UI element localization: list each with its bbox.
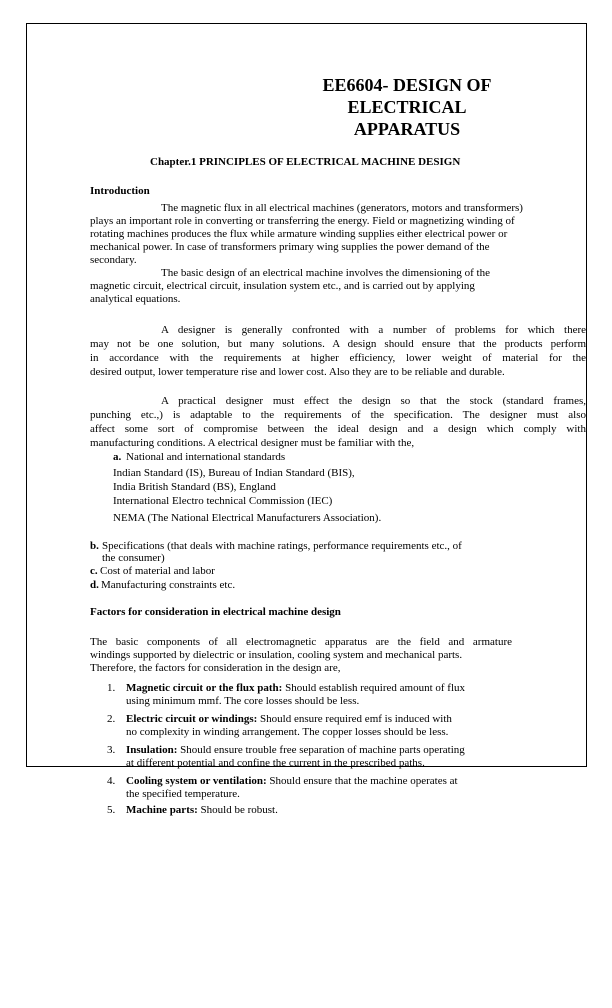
factor-term: Insulation: <box>126 744 178 756</box>
factor-term: Machine parts: <box>126 804 198 816</box>
factor-term: Magnetic circuit or the flux path: <box>126 682 283 694</box>
list-letter-b: b. <box>90 540 99 552</box>
factor-item <box>126 744 465 756</box>
factor-item <box>126 682 465 694</box>
list-letter-a: a. <box>113 451 122 463</box>
practical-paragraph <box>90 394 586 450</box>
factor-term: Cooling system or ventilation: <box>126 775 267 787</box>
factor-number: 2. <box>107 713 116 725</box>
standards-heading: National and international standards <box>126 451 286 463</box>
cost-text: Cost of material and labor <box>100 565 215 577</box>
factor-number: 3. <box>107 744 116 756</box>
intro-p2-line: The basic design of an electrical machine involves the dimensioning of the <box>161 267 490 279</box>
factor-text-line2: no complexity in winding arrangement. The copper losses should be less. <box>126 726 449 738</box>
paragraph-line: The basic components of all electromagnetic apparatus are the field and armature <box>90 636 512 648</box>
intro-p1-line: secondary. <box>90 254 137 266</box>
intro-p2-line: magnetic circuit, electrical circuit, insulation system etc., and is carried out by applying <box>90 280 475 292</box>
factor-text: Should be robust. <box>200 804 278 816</box>
factor-text: Should ensure trouble free separation of machine parts operating <box>180 744 465 756</box>
title-line: EE6604- DESIGN OF <box>322 75 492 95</box>
paragraph-line: manufacturing conditions. A electrical designer must be familiar with the, <box>90 437 415 449</box>
factor-text: Should ensure that the machine operates at <box>269 775 458 787</box>
intro-p1-line: plays an important role in converting or transferring the energy. Field or magnetizing winding of <box>90 215 515 227</box>
standard-item: NEMA (The National Electrical Manufacturers Association). <box>113 512 382 524</box>
paragraph-line: in accordance with the requirements at higher efficiency, lower weight of material for the <box>90 352 586 364</box>
manufacturing-text: Manufacturing constraints etc. <box>101 579 236 591</box>
intro-p2-line: analytical equations. <box>90 293 181 305</box>
factor-item <box>126 775 458 787</box>
title-line: ELECTRICAL <box>347 97 467 117</box>
introduction-heading: Introduction <box>90 185 150 197</box>
factor-number: 4. <box>107 775 116 787</box>
intro-p1-line: mechanical power. In case of transformers primary wing supplies the power demand of the <box>90 241 490 253</box>
standard-item: Indian Standard (IS), Bureau of Indian Standard (BIS), <box>113 467 355 479</box>
factors-intro <box>90 636 512 675</box>
factors-heading: Factors for consideration in electrical machine design <box>90 606 341 618</box>
document-title <box>300 74 514 140</box>
standard-item: India British Standard (BS), England <box>113 481 276 493</box>
factor-text-line2: using minimum mmf. The core losses should be less. <box>126 695 360 707</box>
factor-item <box>126 713 452 725</box>
paragraph-line: Therefore, the factors for consideration in the design are, <box>90 662 341 674</box>
paragraph-line: may not be one solution, but many solutions. A design should ensure that the products perform <box>90 338 586 350</box>
factor-term: Electric circuit or windings: <box>126 713 258 725</box>
paragraph-line: A designer is generally confronted with a number of problems for which there <box>161 324 586 336</box>
factor-text: Should ensure required emf is induced with <box>260 713 452 725</box>
standard-item: International Electro technical Commission (IEC) <box>113 495 333 507</box>
paragraph-line: A practical designer must effect the design so that the stock (standard frames, <box>161 395 586 407</box>
intro-p1-line: rotating machines produces the flux while armature winding supplies either electrical power or <box>90 228 508 240</box>
factor-number: 1. <box>107 682 116 694</box>
list-letter-d: d. <box>90 579 99 591</box>
factor-number: 5. <box>107 804 116 816</box>
paragraph-line: punching etc.,) is adaptable to the requirements of the specification. The designer must also <box>90 409 586 421</box>
paragraph-line: affect some sort of compromise between the ideal design and a design which comply with <box>90 423 586 435</box>
factor-item <box>126 804 278 816</box>
designer-paragraph <box>90 323 586 379</box>
paragraph-line: desired output, lower temperature rise and lower cost. Also they are to be reliable and durable. <box>90 366 505 378</box>
specifications-text: Specifications (that deals with machine ratings, performance requirements etc., of <box>102 540 462 552</box>
factor-text-line2: the specified temperature. <box>126 788 240 800</box>
paragraph-line: windings supported by dielectric or insulation, cooling system and mechanical parts. <box>90 649 463 661</box>
intro-p1-line: The magnetic flux in all electrical machines (generators, motors and transformers) <box>161 202 523 214</box>
factor-text-line2: at different potential and confine the current in the prescribed paths. <box>126 757 425 769</box>
chapter-heading: Chapter.1 PRINCIPLES OF ELECTRICAL MACHINE DESIGN <box>150 156 461 168</box>
factor-text: Should establish required amount of flux <box>285 682 466 694</box>
list-letter-c: c. <box>90 565 98 577</box>
title-line: APPARATUS <box>353 119 461 139</box>
specifications-text: the consumer) <box>102 552 165 564</box>
